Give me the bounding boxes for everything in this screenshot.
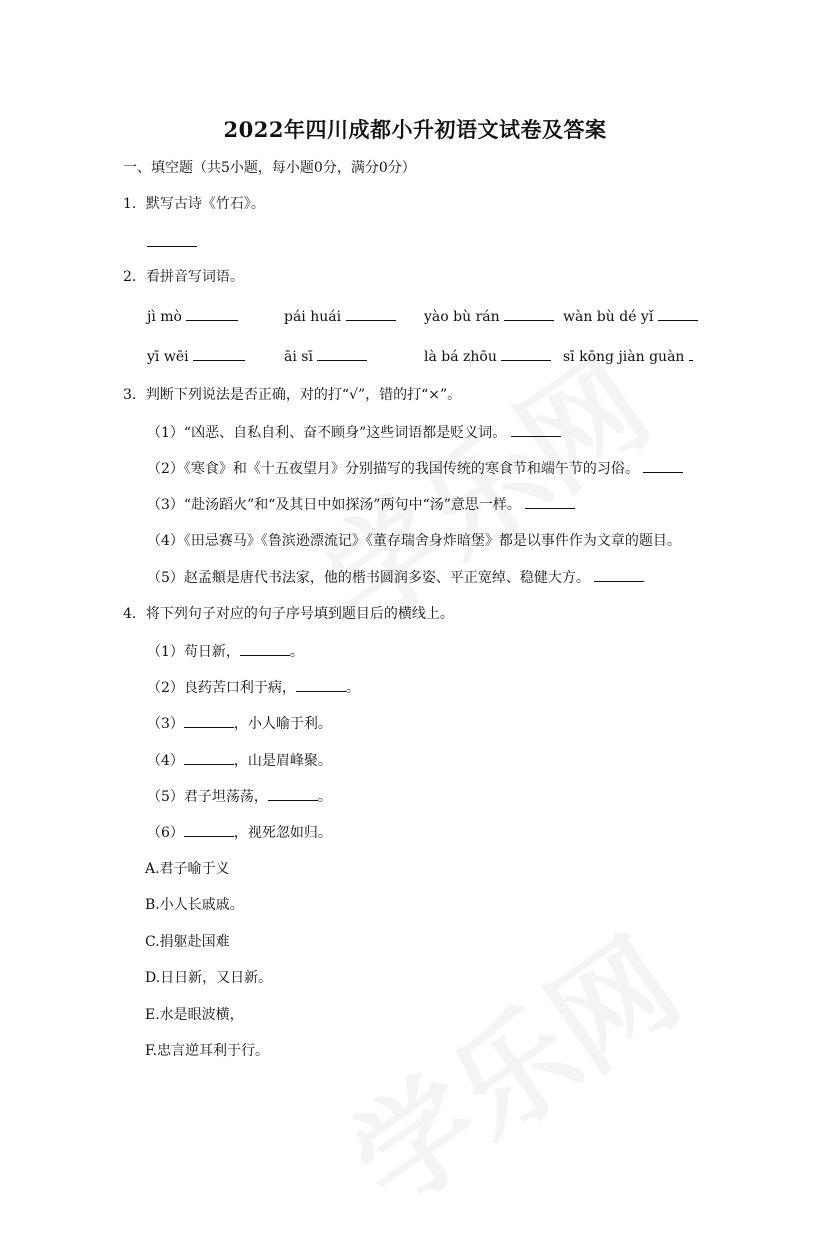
judgement-item: （5）赵孟頫是唐代书法家，他的楷书圆润多姿、平正宽绰、稳健大方。 [147,567,644,588]
pinyin-item: yào bù rán [424,306,554,327]
option-item: A.君子喻于义 [145,861,230,877]
answer-blank[interactable] [184,713,234,728]
pinyin-item: yī wēi [147,346,245,367]
answer-blank[interactable] [147,232,197,253]
answer-blank[interactable] [317,346,367,361]
fill-item: （4） ，山是眉峰聚。 [147,750,332,771]
answer-blank[interactable] [504,306,554,321]
judgement-item: （4）《田忌赛马》《鲁滨逊漂流记》《董存瑞舍身炸暗堡》都是以事件作为文章的题目。 [147,533,681,549]
answer-blank[interactable] [184,822,234,837]
answer-blank[interactable] [186,306,238,321]
answer-blank[interactable] [525,494,575,509]
option-item: E.水是眼波横， [145,1007,244,1023]
watermark [313,892,707,1239]
fill-item: （3） ，小人喻于利。 [147,713,332,734]
answer-blank[interactable] [184,750,234,765]
section-heading: 一、填空题（共5小题，每小题0分，满分0分） [123,160,416,176]
judgement-item: （3）“赴汤蹈火”和“及其日中如探汤”两句中“汤”意思一样。 [147,494,575,515]
answer-blank[interactable] [594,567,644,582]
pinyin-item: jì mò [147,306,238,327]
answer-blank[interactable] [296,677,346,692]
answer-blank[interactable] [240,641,290,656]
answer-blank[interactable] [689,346,693,361]
pinyin-item: là bá zhōu [424,346,551,367]
question-1: 1．默写古诗《竹石》。 [123,196,265,212]
answer-blank[interactable] [511,422,561,437]
fill-item: （5）君子坦荡荡， 。 [147,786,332,807]
fill-item: （1）苟日新， 。 [147,641,304,662]
option-item: C.捐躯赴国难 [145,934,230,950]
pinyin-item: āi sī [284,346,367,367]
answer-blank[interactable] [193,346,245,361]
answer-blank[interactable] [501,346,551,361]
fill-item: （6） ，视死忽如归。 [147,822,332,843]
answer-blank[interactable] [658,306,698,321]
pinyin-item: pái huái [284,306,396,327]
pinyin-item: sī kōng jiàn guàn [563,346,693,367]
option-item: F.忠言逆耳利于行。 [145,1043,269,1059]
question-4: 4．将下列句子对应的句子序号填到题目后的横线上。 [123,606,454,622]
question-3: 3．判断下列说法是否正确，对的打“√”，错的打“×”。 [123,387,462,403]
question-2: 2．看拼音写词语。 [123,269,244,285]
judgement-item: （2）《寒食》和《十五夜望月》分别描写的我国传统的寒食节和端午节的习俗。 [147,458,683,479]
option-item: B.小人长戚戚。 [145,897,244,913]
answer-blank[interactable] [268,786,318,801]
pinyin-item: wàn bù dé yǐ [563,306,698,327]
answer-blank[interactable] [346,306,396,321]
answer-blank[interactable] [643,458,683,473]
page-title: 2022年四川成都小升初语文试卷及答案 [223,117,607,142]
fill-item: （2）良药苦口利于病， 。 [147,677,360,698]
option-item: D.日日新，又日新。 [145,970,273,986]
judgement-item: （1）“凶恶、自私自利、奋不顾身”这些词语都是贬义词。 [147,422,561,443]
